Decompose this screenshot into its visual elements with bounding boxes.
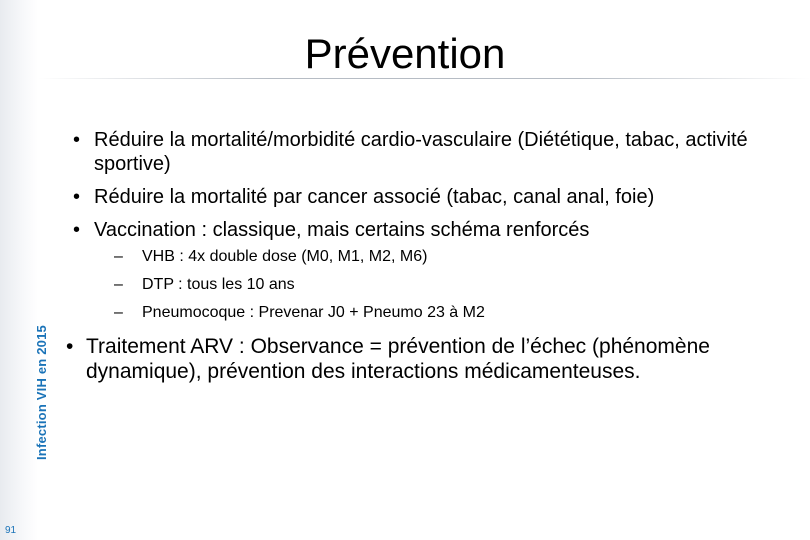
dash-icon: – [114,304,123,321]
bullet-list [60,128,790,393]
bullet-text: Traitement ARV : Observance = prévention de l’échec (phénomène dynamique), prévention des interactions médicamenteuses. [86,335,710,383]
bullet-icon: • [73,219,81,241]
bullet-text: Réduire la mortalité par cancer associé (tabac, canal anal, foie) [94,186,655,208]
list-item [60,334,790,384]
list-item [60,185,790,209]
sub-list-item [94,275,790,294]
sub-bullet-list [94,247,790,322]
sub-list-item [94,303,790,322]
sub-bullet-text: VHB : 4x double dose (M0, M1, M2, M6) [142,248,428,265]
slide-title: Prévention [304,30,506,77]
sub-list-item [94,247,790,266]
sub-bullet-text: Pneumocoque : Prevenar J0 + Pneumo 23 à M2 [142,304,485,321]
bullet-text: Vaccination : classique, mais certains schéma renforcés [94,219,590,241]
list-item [60,218,790,322]
bullet-icon: • [66,335,74,358]
dash-icon: – [114,248,123,265]
bullet-icon: • [73,186,81,208]
title-divider [38,78,810,79]
bullet-text: Réduire la mortalité/morbidité cardio-vasculaire (Diététique, tabac, activité sportive) [94,129,748,175]
list-item [60,128,790,176]
sub-bullet-text: DTP : tous les 10 ans [142,276,295,293]
page-number: 91 [5,525,17,536]
side-label: Infection VIH en 2015 [34,325,49,460]
dash-icon: – [114,276,123,293]
sidebar-bar [0,0,38,540]
bullet-icon: • [73,129,81,151]
